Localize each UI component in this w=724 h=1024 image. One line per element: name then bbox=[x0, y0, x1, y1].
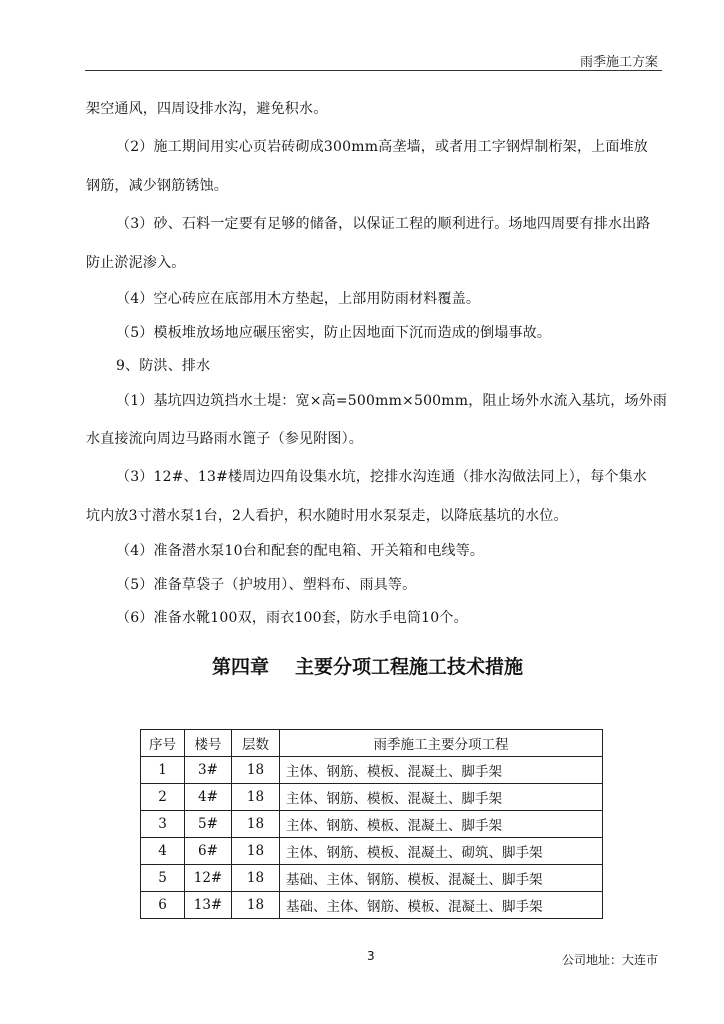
table-row bbox=[141, 892, 603, 919]
paragraph-line: 架空通风，四周设排水沟，避免积水。 bbox=[86, 101, 328, 117]
page-number: 3 bbox=[367, 949, 375, 963]
paragraph-line: （4）空心砖应在底部用木方垫起，上部用防雨材料覆盖。 bbox=[116, 291, 481, 307]
table-cell: 18 bbox=[232, 757, 280, 784]
table-cell: 18 bbox=[232, 865, 280, 892]
table-cell: 18 bbox=[232, 811, 280, 838]
table-cell: 6# bbox=[185, 838, 232, 865]
table-cell: 4 bbox=[141, 838, 185, 865]
paragraph-line: （2）施工期间用实心页岩砖砌成300mm高垄墙，或者用工字钢焊制桁架，上面堆放 bbox=[116, 139, 648, 155]
table-row bbox=[141, 811, 603, 838]
paragraph-line: （3）12#、13#楼周边四角设集水坑，挖排水沟连通（排水沟做法同上），每个集水 bbox=[116, 469, 647, 485]
paragraph-line: （3）砂、石料一定要有足够的储备，以保证工程的顺利进行。场地四周要有排水出路 bbox=[116, 216, 651, 232]
table-cell: 1 bbox=[141, 757, 185, 784]
table-cell: 5 bbox=[141, 865, 185, 892]
table-cell: 主体、钢筋、模板、混凝土、脚手架 bbox=[280, 811, 603, 838]
paragraph-line: 水直接流向周边马路雨水篦子（参见附图）。 bbox=[86, 431, 363, 447]
table-cell: 5# bbox=[185, 811, 232, 838]
paragraph-line: 坑内放3寸潜水泵1台，2人看护，积水随时用水泵泵走，以降底基坑的水位。 bbox=[86, 508, 568, 524]
table-row bbox=[141, 757, 603, 784]
paragraph-line: （1）基坑四边筑挡水土堤：宽×高=500mm×500mm，阻止场外水流入基坑，场外雨 bbox=[116, 393, 668, 409]
table-cell: 6 bbox=[141, 892, 185, 919]
table-cell: 2 bbox=[141, 784, 185, 811]
table-cell: 3# bbox=[185, 757, 232, 784]
header-rule bbox=[85, 70, 662, 71]
table-header-cell: 序号 bbox=[141, 730, 185, 757]
paragraph-line: （5）模板堆放场地应碾压密实，防止因地面下沉而造成的倒塌事故。 bbox=[116, 325, 552, 341]
table-cell: 主体、钢筋、模板、混凝土、脚手架 bbox=[280, 757, 603, 784]
table-cell: 主体、钢筋、模板、混凝土、砌筑、脚手架 bbox=[280, 838, 603, 865]
table-header-cell: 楼号 bbox=[185, 730, 232, 757]
table-cell: 4# bbox=[185, 784, 232, 811]
paragraph-line: （6）准备水靴100双，雨衣100套，防水手电筒10个。 bbox=[116, 610, 468, 626]
table-cell: 主体、钢筋、模板、混凝土、脚手架 bbox=[280, 784, 603, 811]
chapter-heading bbox=[212, 652, 523, 679]
table-row bbox=[141, 784, 603, 811]
table-cell: 18 bbox=[232, 838, 280, 865]
chapter-number: 第四章 bbox=[212, 656, 270, 678]
table-row bbox=[141, 865, 603, 892]
paragraph-line: （5）准备草袋子（护坡用）、塑料布、雨具等。 bbox=[116, 577, 417, 593]
table-cell: 18 bbox=[232, 784, 280, 811]
table-header-cell: 雨季施工主要分项工程 bbox=[280, 730, 603, 757]
company-address: 公司地址：大连市 bbox=[561, 953, 658, 967]
table-cell: 18 bbox=[232, 892, 280, 919]
table-cell: 基础、主体、钢筋、模板、混凝土、脚手架 bbox=[280, 892, 603, 919]
paragraph-line: （4）准备潜水泵10台和配套的配电箱、开关箱和电线等。 bbox=[116, 543, 485, 559]
table-header-cell: 层数 bbox=[232, 730, 280, 757]
section-heading: 9、防洪、排水 bbox=[116, 358, 211, 374]
project-table bbox=[140, 729, 603, 919]
table-cell: 3 bbox=[141, 811, 185, 838]
table-cell: 12# bbox=[185, 865, 232, 892]
paragraph-line: 钢筋，减少钢筋锈蚀。 bbox=[86, 178, 228, 194]
header-title: 雨季施工方案 bbox=[579, 55, 658, 70]
table-header-row bbox=[141, 730, 603, 757]
paragraph-line: 防止淤泥渗入。 bbox=[86, 255, 186, 271]
table-row bbox=[141, 838, 603, 865]
table-cell: 13# bbox=[185, 892, 232, 919]
chapter-title: 主要分项工程施工技术措施 bbox=[295, 656, 524, 678]
table-cell: 基础、主体、钢筋、模板、混凝土、脚手架 bbox=[280, 865, 603, 892]
